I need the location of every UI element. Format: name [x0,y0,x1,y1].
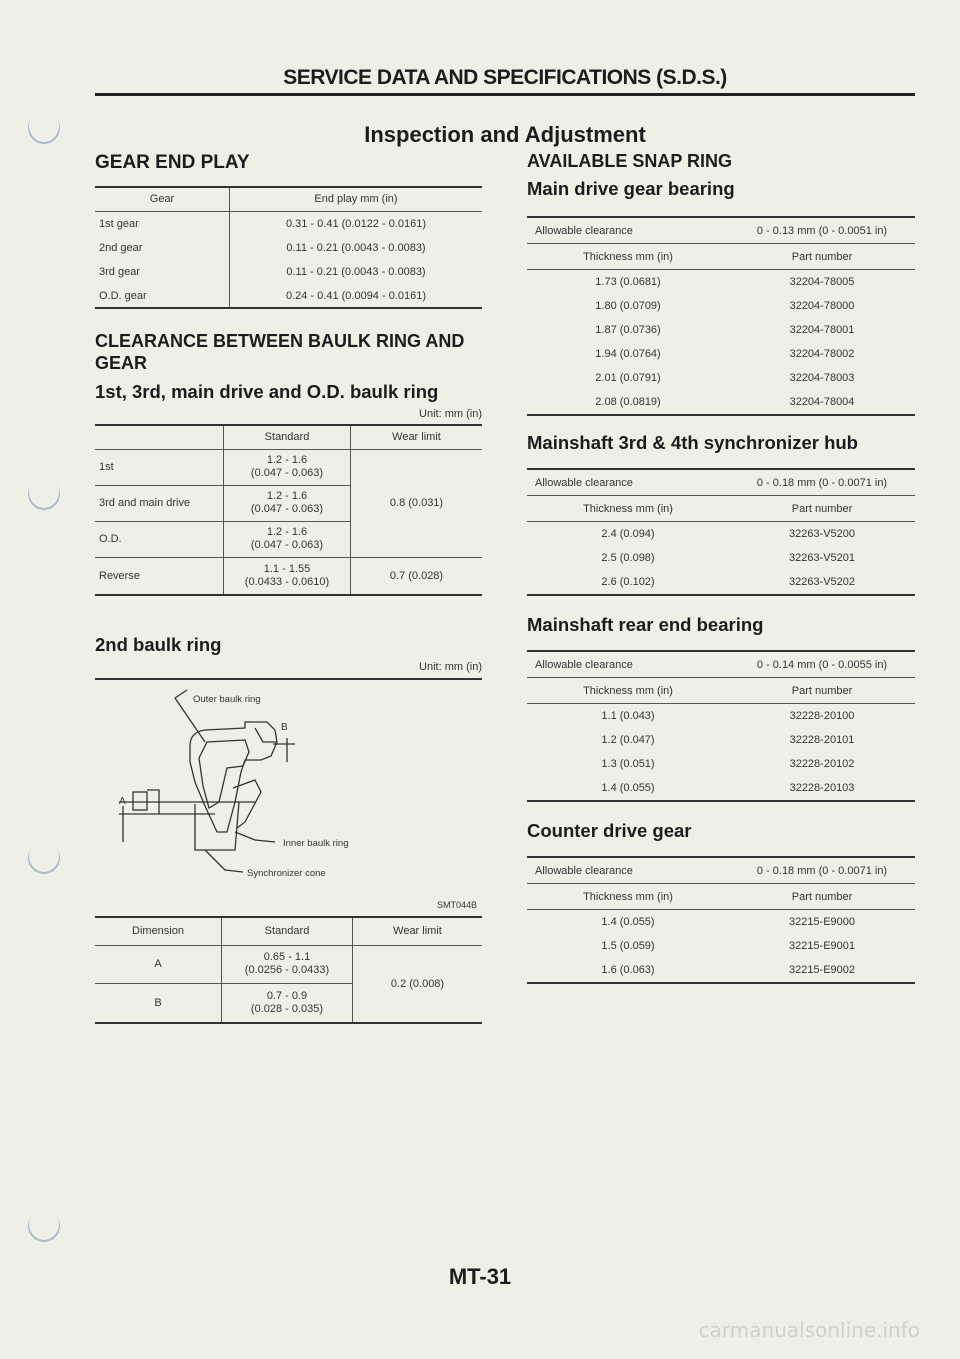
second-baulk-title: 2nd baulk ring [95,634,222,655]
dim-a-box [133,792,147,810]
blank-header [95,425,224,449]
cell-part: 32228-20101 [789,734,855,746]
clearance-title-line2: GEAR [95,353,148,373]
std-in: (0.0433 - 0.0610) [244,575,330,588]
table-row [527,390,915,415]
cone-shape [195,802,239,850]
table-row [527,958,915,983]
page-number: MT-31 [448,1264,512,1289]
table-row [527,776,915,801]
cell-part: 32228-20100 [789,710,855,722]
cone-leader [205,850,243,872]
cell-gear: O.D. gear [99,289,147,302]
cell-thickness: 2.01 (0.0791) [595,372,661,384]
cell-thickness: 2.5 (0.098) [601,552,655,564]
std-in: (0.047 - 0.063) [250,539,324,551]
gear-end-play-table [95,186,482,309]
cell-part: 32204-78004 [789,396,855,408]
cell-ring: 1st [95,449,224,485]
cell-ring: 3rd and main drive [95,485,224,521]
cell-part: 32215-E9000 [788,916,856,928]
gear-end-play-title: GEAR END PLAY [95,152,250,173]
cell-end-play: 0.11 - 0.21 (0.0043 - 0.0083) [230,236,483,260]
table-row [527,522,915,547]
table-row [95,557,482,595]
cell-thickness: 2.08 (0.0819) [595,396,661,408]
cell-thickness: 2.6 (0.102) [601,576,655,588]
col-wear-header: Wear limit [351,425,483,449]
cell-standard [224,557,351,595]
unit-label: Unit: mm (in) [419,661,482,673]
table-row [527,570,915,595]
cell-part: 32228-20102 [789,758,855,770]
cell-ring: O.D. [95,521,224,557]
outer-label: Outer baulk ring [193,694,261,705]
col-thickness-header: Thickness mm (in) [527,678,729,704]
inner-label: Inner baulk ring [283,838,349,849]
cell-thickness: 1.5 (0.059) [601,940,655,952]
table-row [95,211,482,236]
cell-end-play: 0.31 - 0.41 (0.0122 - 0.0161) [230,211,483,236]
table-row [527,910,915,935]
cell-part: 32215-E9002 [788,964,856,976]
clearance-value: 0 - 0.14 mm (0 - 0.0055 in) [729,651,915,678]
std-mm: 1.1 - 1.55 [263,562,311,575]
table-row [527,546,915,570]
cell-dimension: B [154,996,162,1009]
std-in: (0.047 - 0.063) [250,467,324,479]
binder-hole [21,471,66,516]
col-end-play-header: End play mm (in) [230,187,483,211]
table-row [95,449,482,485]
col-thickness-header: Thickness mm (in) [527,496,729,522]
clearance-value: 0 - 0.13 mm (0 - 0.0051 in) [729,217,915,244]
std-in: (0.047 - 0.063) [250,503,324,515]
table-row [527,728,915,752]
counter-drive-table [527,856,915,984]
std-in: (0.028 - 0.035) [250,1002,324,1015]
cell-thickness: 1.3 (0.051) [601,758,655,770]
cell-thickness: 1.1 (0.043) [601,710,655,722]
table-row [527,704,915,729]
cell-standard [224,521,351,557]
baulk-ring-diagram [95,682,482,910]
edge-line [255,728,277,742]
site-watermark: carmanualsonline.info [698,1318,920,1342]
baulk-ring-table [95,424,482,596]
cone-label: Synchronizer cone [247,868,326,879]
outer-leader [175,690,187,698]
diagram-code: SMT044B [436,900,477,910]
std-mm: 1.2 - 1.6 [266,454,308,466]
dim-a-label: A [119,796,126,807]
inner-ring-shape [199,740,249,808]
cell-part: 32263-V5200 [788,528,856,540]
clearance-label: Allowable clearance [527,217,729,244]
cell-part: 32204-78003 [789,372,855,384]
table-row [527,752,915,776]
mainshaft-rear-title: Mainshaft rear end bearing [527,614,764,635]
cell-standard [224,485,351,521]
cell-wear-limit: 0.2 (0.008) [353,945,483,1023]
cell-gear: 3rd gear [99,266,140,278]
clearance-title [95,330,495,374]
table-row [527,270,915,295]
cell-part: 32204-78001 [789,324,855,336]
clearance-value: 0 - 0.18 mm (0 - 0.0071 in) [729,857,915,884]
page-subtitle: Inspection and Adjustment [364,122,646,147]
cell-part: 32263-V5201 [788,552,856,564]
cell-standard [224,449,351,485]
col-part-header: Part number [729,678,915,704]
std-mm: 0.7 - 0.9 [266,989,308,1002]
clearance-label: Allowable clearance [527,469,729,496]
col-part-header: Part number [729,244,915,270]
table-row [527,294,915,318]
binder-hole [21,1203,66,1248]
cell-part: 32228-20103 [789,782,855,794]
table-row [527,342,915,366]
inner-leader [235,832,275,842]
table-row [95,260,482,284]
cell-thickness: 1.87 (0.0736) [595,324,661,336]
clearance-value: 0 - 0.18 mm (0 - 0.0071 in) [729,469,915,496]
cell-thickness: 1.4 (0.055) [601,782,655,794]
cell-thickness: 1.80 (0.0709) [595,300,661,312]
col-wear-header: Wear limit [353,917,483,945]
std-mm: 1.2 - 1.6 [266,490,308,502]
col-gear-header: Gear [95,187,230,211]
diagram-top-rule [95,678,482,680]
header-rule [95,93,915,96]
cell-dimension: A [95,945,222,983]
cell-thickness: 1.6 (0.063) [601,964,655,976]
col-thickness-header: Thickness mm (in) [527,884,729,910]
table-row [527,934,915,958]
table-row [95,284,482,308]
counter-drive-title: Counter drive gear [527,820,692,841]
second-baulk-table [95,916,482,1024]
cell-part: 32204-78002 [789,348,855,360]
table-row [527,318,915,342]
cell-part: 32204-78005 [789,276,855,288]
mainshaft-hub-title: Mainshaft 3rd & 4th synchronizer hub [527,432,858,453]
cell-thickness: 1.2 (0.047) [601,734,655,746]
table-row [95,945,482,983]
dim-b-label: B [281,722,288,733]
cell-part: 32263-V5202 [788,576,856,588]
clearance-title-line1: CLEARANCE BETWEEN BAULK RING AND [95,331,465,351]
cell-part: 32215-E9001 [788,940,856,952]
cell-part: 32204-78000 [789,300,855,312]
mainshaft-hub-table [527,468,915,596]
cell-wear-limit: 0.8 (0.031) [351,449,483,557]
cell-thickness: 1.94 (0.0764) [595,348,661,360]
std-mm: 1.2 - 1.6 [266,526,308,538]
cell-end-play: 0.24 - 0.41 (0.0094 - 0.0161) [230,284,483,308]
clearance-label: Allowable clearance [527,857,729,884]
col-standard-header: Standard [224,425,351,449]
table-row [95,236,482,260]
col-dimension-header: Dimension [95,917,222,945]
col-thickness-header: Thickness mm (in) [527,244,729,270]
cell-thickness: 2.4 (0.094) [601,528,655,540]
cell-gear: 2nd gear [99,242,143,254]
cell-standard [222,983,353,1023]
std-in: (0.0256 - 0.0433) [244,964,330,976]
col-part-header: Part number [729,884,915,910]
cell-standard [222,945,353,983]
baulk-ring-subtitle: 1st, 3rd, main drive and O.D. baulk ring [95,381,439,402]
binder-hole [21,105,66,150]
cell-gear: 1st gear [99,217,139,230]
unit-label: Unit: mm (in) [419,408,482,420]
cell-end-play: 0.11 - 0.21 (0.0043 - 0.0083) [230,260,483,284]
clearance-label: Allowable clearance [527,651,729,678]
mainshaft-rear-table [527,650,915,802]
cell-ring: Reverse [95,557,224,595]
col-standard-header: Standard [222,917,353,945]
page-header: SERVICE DATA AND SPECIFICATIONS (S.D.S.) [283,66,727,89]
cell-thickness: 1.4 (0.055) [601,916,655,928]
main-drive-table [527,216,915,416]
main-drive-title: Main drive gear bearing [527,178,735,199]
table-row [527,366,915,390]
cell-thickness: 1.73 (0.0681) [595,276,661,288]
std-mm: 0.65 - 1.1 [263,951,311,963]
binder-hole [21,835,66,880]
col-part-header: Part number [729,496,915,522]
snap-ring-title: AVAILABLE SNAP RING [527,151,733,171]
cell-wear-limit: 0.7 (0.028) [351,557,483,595]
